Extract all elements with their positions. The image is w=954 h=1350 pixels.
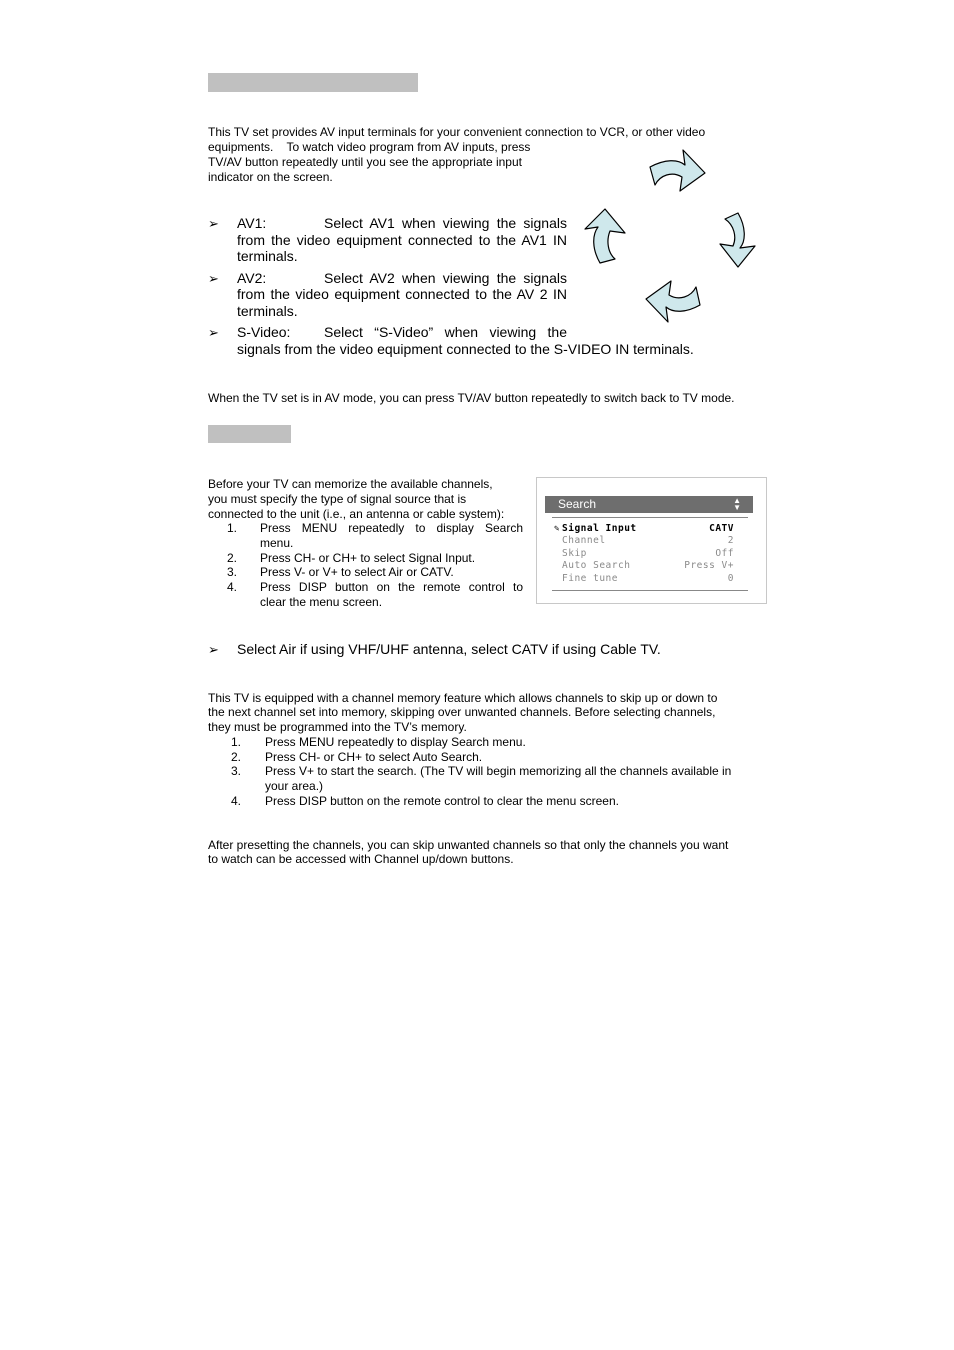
step-number: 1.: [231, 735, 242, 749]
step-number: 3.: [227, 565, 238, 579]
auto-step-text: Press DISP button on the remote control to clear the menu screen.: [265, 794, 619, 808]
up-arrow-icon: ▲: [733, 496, 741, 505]
menu-row-fine-tune: [562, 573, 734, 585]
step-number: 1.: [227, 521, 238, 535]
av2-text: terminals.: [237, 303, 298, 319]
down-arrow-icon: ▼: [733, 503, 741, 512]
av2-text: Select AV2 when viewing the signals: [324, 270, 567, 286]
signal-tip: Select Air if using VHF/UHF antenna, select CATV if using Cable TV.: [237, 641, 661, 657]
svideo-text: signals from the video equipment connected to the S-VIDEO IN terminals.: [237, 341, 694, 357]
menu-row-auto-search: [562, 560, 734, 572]
menu-row-value: Off: [715, 548, 734, 559]
menu-row-skip: [562, 548, 734, 560]
search-menu-screenshot: [536, 477, 767, 604]
menu-row-signal-input: [554, 523, 734, 535]
av-intro-line: This TV set provides AV input terminals for your convenient connection to VCR, or other video: [208, 125, 706, 139]
menu-row-label: Fine tune: [562, 573, 618, 584]
cycle-arrow-left-icon: [585, 209, 625, 263]
menu-row-label: Skip: [562, 548, 587, 559]
signal-step-text: Press MENU repeatedly to display Search: [260, 521, 523, 535]
av-back-note: When the TV set is in AV mode, you can press TV/AV button repeatedly to switch back to TV mode.: [208, 391, 735, 405]
cycle-arrow-top-icon: [650, 150, 705, 191]
menu-row-value: 2: [727, 535, 734, 546]
auto-step-text: your area.): [265, 779, 324, 793]
input-cycle-diagram: [580, 145, 770, 335]
menu-divider: [552, 517, 748, 518]
step-number: 4.: [227, 580, 238, 594]
av1-text: terminals.: [237, 248, 298, 264]
step-number: 4.: [231, 794, 242, 808]
av1-label: AV1:: [237, 215, 267, 231]
bullet-icon: ➢: [208, 325, 219, 340]
signal-intro-line: you must specify the type of signal source that is: [208, 492, 467, 506]
menu-row-value: Press V+: [684, 560, 734, 571]
pointer-icon: ✎: [554, 524, 560, 534]
signal-intro-line: Before your TV can memorize the available channels,: [208, 477, 493, 491]
av-intro-line: indicator on the screen.: [208, 170, 333, 184]
auto-intro-line: This TV is equipped with a channel memory feature which allows channels to skip up or down to: [208, 691, 718, 705]
signal-step-text: clear the menu screen.: [260, 595, 383, 609]
bullet-icon: ➢: [208, 216, 219, 231]
cycle-arrow-right-icon: [720, 213, 755, 267]
cycle-arrow-bottom-icon: [646, 281, 700, 322]
menu-header: [545, 496, 753, 513]
auto-intro-line: they must be programmed into the TV’s memory.: [208, 720, 467, 734]
av1-text: from the video equipment connected to the AV1 IN: [237, 232, 567, 248]
signal-heading-bar: [208, 425, 291, 443]
menu-row-channel: [562, 535, 734, 547]
signal-step-text: Press DISP button on the remote control to: [260, 580, 523, 594]
signal-step-text: Press V- or V+ to select Air or CATV.: [260, 565, 454, 579]
bullet-icon: ➢: [208, 642, 219, 657]
av-intro-line: TV/AV button repeatedly until you see the appropriate input: [208, 155, 522, 169]
menu-row-value: 0: [727, 573, 734, 584]
signal-step-text: menu.: [260, 536, 294, 550]
step-number: 3.: [231, 764, 242, 778]
bullet-icon: ➢: [208, 271, 219, 286]
skip-text-line: to watch can be accessed with Channel up/down buttons.: [208, 852, 514, 866]
menu-row-label: Signal Input: [562, 523, 637, 534]
menu-row-label: Channel: [562, 535, 606, 546]
signal-step-text: Press CH- or CH+ to select Signal Input.: [260, 551, 476, 565]
step-number: 2.: [227, 551, 238, 565]
auto-step-text: Press V+ to start the search. (The TV will begin memorizing all the channels available in: [265, 764, 732, 778]
menu-divider: [552, 590, 748, 591]
auto-intro-line: the next channel set into memory, skipping over unwanted channels. Before selecting channels,: [208, 705, 716, 719]
av-heading-bar: [208, 73, 418, 92]
svideo-label: S-Video:: [237, 324, 291, 340]
menu-title: Search: [558, 497, 597, 511]
auto-step-text: Press CH- or CH+ to select Auto Search.: [265, 750, 483, 764]
signal-intro-line: connected to the unit (i.e., an antenna or cable system):: [208, 507, 505, 521]
menu-row-value: CATV: [709, 523, 734, 534]
av2-label: AV2:: [237, 270, 267, 286]
menu-row-label: Auto Search: [562, 560, 631, 571]
auto-step-text: Press MENU repeatedly to display Search menu.: [265, 735, 526, 749]
svideo-text: Select “S-Video” when viewing the: [324, 324, 567, 340]
skip-text-line: After presetting the channels, you can skip unwanted channels so that only the channels you want: [208, 838, 729, 852]
updown-arrows-icon: [733, 497, 741, 511]
av-intro-line: equipments. To watch video program from AV inputs, press: [208, 140, 531, 154]
av1-text: Select AV1 when viewing the signals: [324, 215, 567, 231]
av2-text: from the video equipment connected to the AV 2 IN: [237, 286, 567, 302]
step-number: 2.: [231, 750, 242, 764]
